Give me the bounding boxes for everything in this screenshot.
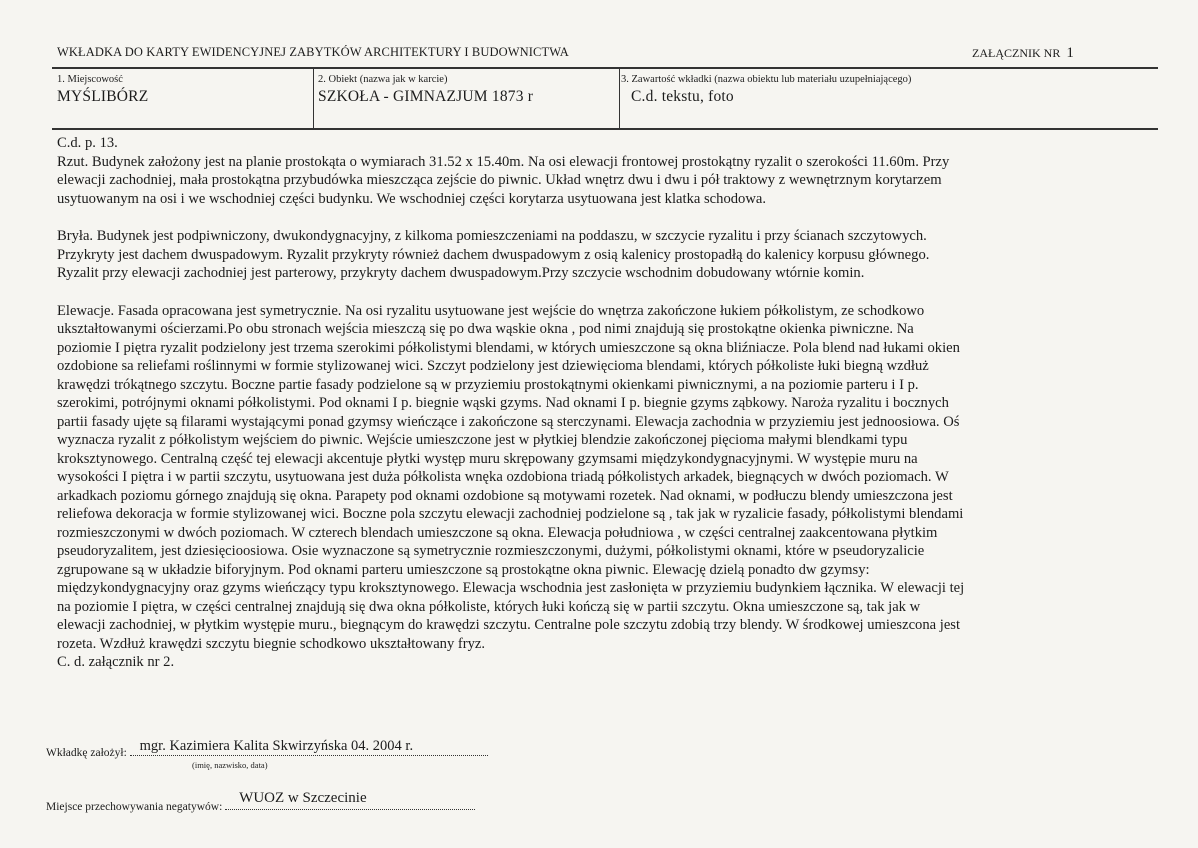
text-line: pseudoryzalitem, jest dziesięcioosiowa. Osie wyznaczone są symetrycznie rozmieszczonymi, dużymi, półkolistymi oknami, które w pseudoryzalicie bbox=[57, 543, 925, 559]
text-line: wyznacza ryzalit z półkolistym wejściem do piwnic. Wejście umieszczone jest w płytkiej blendzie zakończonej pięcioma małymi blendkami typu bbox=[57, 432, 908, 448]
text-line: na poziomie I piętra, w części centralnej znajdują się dwa okna półkoliste, których łuki kończą się w partii szczytu. Okna umieszczone są, tak jak w bbox=[57, 598, 921, 615]
content-value: C.d. tekstu, foto bbox=[631, 88, 734, 105]
author-hint: (imię, nazwisko, data) bbox=[192, 760, 268, 770]
attachment-label: ZAŁĄCZNIK NR bbox=[972, 46, 1061, 60]
object-value: SZKOŁA - GIMNAZJUM 1873 r bbox=[318, 88, 534, 105]
text-line: arkadkach poziomu górnego znajdują się okna. Parapety pod oknami ozdobione są motywami rozetek. Nad oknami, w podłuczu blendy umieszczona jest bbox=[57, 487, 953, 504]
content-field bbox=[621, 74, 911, 106]
text-line: elewacji zachodniej, w płytkim występie muru., biegnącym do krawędzi szczytu. Centralne pole szczytu zdobią trzy blendy. W środkowej umieszcona jest bbox=[57, 617, 961, 633]
text-line: C. d. załącznik nr 2. bbox=[57, 654, 175, 670]
content-label: 3. Zawartość wkładki (nazwa obiektu lub materiału uzupełniającego) bbox=[621, 74, 912, 85]
text-line: Rzut. Budynek założony jest na planie prostokąta o wymiarach 31.52 x 15.40m. Na osi elewacji frontowej prostokątny ryzalit o szerokości 11.60m. Przy bbox=[57, 153, 950, 170]
text-line: szerokimi, potrójnymi oknami półkolistymi. Pod oknami I p. biegnie wąski gzyms. Nad oknami I p. biegnie gzyms ząbkowy. Naroża ryzalitu i bocznych bbox=[57, 395, 949, 411]
text-line: rozmieszczonymi w dwóch poziomach. W czterech blendach umieszczone są okna. Elewacja południowa , w części centralnej zaakcentowana płytkim bbox=[57, 524, 938, 541]
storage-dotted-field bbox=[225, 790, 475, 810]
elevations-paragraph bbox=[57, 302, 1161, 672]
text-line: międzykondygnacyjny oraz gzyms wieńczący typu kroksztynowego. Elewacja wschodnia jest zasłonięta w przyziemiu budynkiem łącznika. W elewacji tej bbox=[57, 580, 965, 596]
text-line: zgrupowane są w układzie biforyjnym. Pod oknami parteru umieszczone są prostokątne okna piwnic. Elewację dzielą ponadto dw gzymsy: bbox=[57, 561, 870, 578]
text-line: partii fasady ujęte są filarami wystającymi ponad gzymsy wieńczące i zakończone są sterczynami. Elewacja zachodnia w przyziemiu jest jednoosiowa. Oś bbox=[57, 413, 960, 430]
field-divider-2 bbox=[619, 67, 620, 129]
author-value: mgr. Kazimiera Kalita Skwirzyńska 04. 2004 r. bbox=[139, 738, 414, 754]
text-line: elewacji zachodniej, mała prostokątna przybudówka mieszcząca zejście do piwnic. Układ wnętrz dwu i dwu i pół traktowy z wewnętrznym korytarzem bbox=[57, 172, 942, 188]
text-line: kroksztynowego. Centralną część tej elewacji akcentuje płytki występ muru skrępowany gzymsami międzykondygnacyjnymi. W występie muru na bbox=[57, 450, 918, 467]
text-line: reliefowa dekoracja w formie stylizowanej wici. Boczne pola szczytu elewacji zachodniej podzielone są , tak jak w ryzalicie fasady, półkolistymi blendami bbox=[57, 506, 964, 522]
storage-line bbox=[46, 790, 475, 813]
form-title: WKŁADKA DO KARTY EWIDENCYJNEJ ZABYTKÓW ARCHITEKTURY I BUDOWNICTWA bbox=[57, 45, 569, 59]
text-line: Ryzalit przy elewacji zachodniej jest parterowy, przykryty dachem dwuspadowym.Przy szczycie wschodnim dobudowany wtórnie komin. bbox=[57, 265, 865, 281]
locality-value: MYŚLIBÓRZ bbox=[57, 88, 149, 105]
attachment-number bbox=[972, 45, 1074, 62]
locality-field bbox=[57, 74, 148, 106]
text-line: ukształtowanymi ościerzami.Po obu stronach wejścia mieszczą się po dwa wąskie okna , pod nimi znajdują się prostokątne okienka piwniczne. Na bbox=[57, 321, 914, 337]
text-line: Elewacje. Fasada opracowana jest symetrycznie. Na osi ryzalitu usytuowane jest wejście do wnętrza zakończone łukiem półkolistym, ze schodkowo bbox=[57, 302, 925, 319]
text-line: C.d. p. 13. bbox=[57, 135, 118, 151]
storage-label: Miejsce przechowywania negatywów: bbox=[46, 801, 223, 813]
field-divider-1 bbox=[313, 67, 314, 129]
description-text bbox=[57, 134, 1161, 672]
top-rule bbox=[52, 67, 1158, 69]
author-dotted-field bbox=[130, 738, 488, 756]
text-line: poziomie I piętra ryzalit podzielony jest trzema szerokimi półkolistymi blendami, w których umieszczone są okna bliźniacze. Pola blend nad łukami okien bbox=[57, 339, 960, 356]
author-label: Wkładkę założył: bbox=[46, 747, 127, 759]
text-line: usytuowanym na osi i we wschodniej części budynku. We wschodniej części korytarza usytuowana jest klatka schodowa. bbox=[57, 190, 767, 207]
storage-value: WUOZ w Szczecinie bbox=[239, 790, 367, 806]
text-line: krawędzi trókątnego szczytu. Boczne partie fasady podzielone są w przyziemiu prostokątnymi okienkami piwnicznymi, a na poziomie parteru i I p. bbox=[57, 376, 919, 393]
text-line: Bryła. Budynek jest podpiwniczony, dwukondygnacyjny, z kilkoma pomieszczeniami na poddaszu, w szczycie ryzalitu i przy ścianach szczytowych. bbox=[57, 228, 927, 244]
massing-paragraph bbox=[57, 227, 1161, 283]
attachment-number-value: 1 bbox=[1066, 45, 1074, 61]
text-line: wysokości I piętra i w partii szczytu, usytuowana jest duża półkolista wnęka ozdobiona triadą półkolistych arkadek, biegnących w dwóch poziomach. W bbox=[57, 469, 949, 485]
object-field bbox=[318, 74, 533, 106]
locality-label: 1. Miejscowość bbox=[57, 74, 123, 85]
text-line: ozdobione sa reliefami roślinnymi w formie stylizowanej wici. Szczyt podzielony jest dziewięcioma blendami, których półkoliste łuki biegną wzdłuż bbox=[57, 358, 929, 374]
text-line: rozeta. Wzdłuż krawędzi szczytu biegnie schodkowo ukształtowany fryz. bbox=[57, 635, 486, 652]
plan-paragraph bbox=[57, 134, 1161, 208]
object-label: 2. Obiekt (nazwa jak w karcie) bbox=[318, 74, 448, 85]
text-line: Przykryty jest dachem dwuspadowym. Ryzalit przykryty również dachem dwuspadowym z osią kalenicy prostopadłą do kalenicy korpusu głównego. bbox=[57, 246, 930, 263]
bottom-rule bbox=[52, 128, 1158, 130]
author-line bbox=[46, 738, 488, 759]
